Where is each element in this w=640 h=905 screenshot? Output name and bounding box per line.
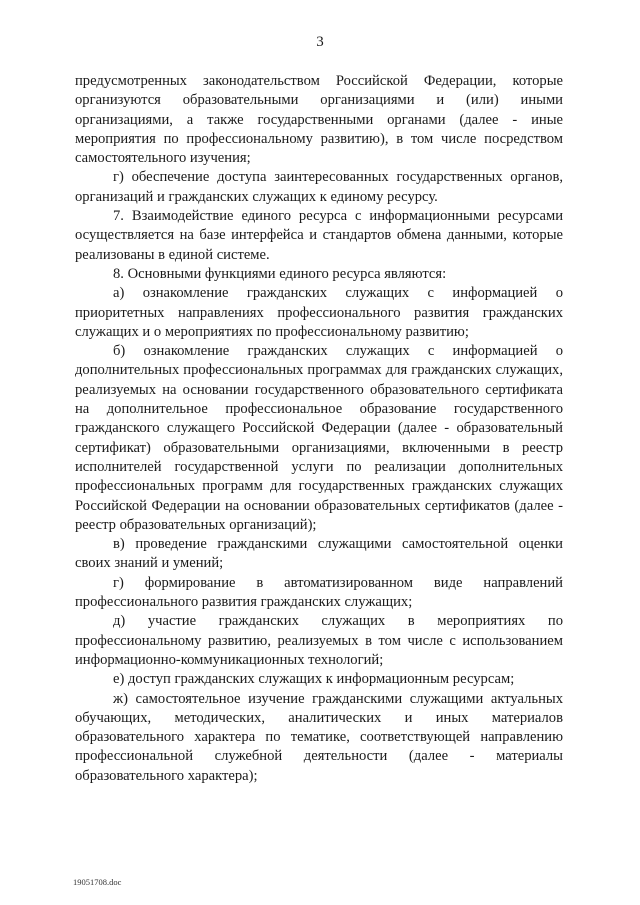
paragraph-item-g-access: г) обеспечение доступа заинтересованных государственных органов, организаций и гражданских служащих к единому ресурсу. — [75, 169, 563, 205]
paragraph-item-b: б) ознакомление гражданских служащих с информацией о дополнительных профессиональных программах для гражданских служащих, реализуемых на основании государственного образовательного сертификата на дополнительное профессиональное образование государственного гражданского служащего Российской Федерации (далее - образовательный сертификат) образовательными организациями, включенными в реестр исполнителей государственной услуги по реализации дополнительных профессиональных программ для государственных гражданских служащих Российской Федерации на основании образовательных сертификатов (далее - реестр образовательных организаций); — [75, 343, 563, 533]
paragraph-clause-8: 8. Основными функциями единого ресурса являются: — [113, 265, 447, 282]
paragraph-item-v: в) проведение гражданскими служащими самостоятельной оценки своих знаний и умений; — [75, 536, 563, 572]
document-body — [75, 72, 563, 786]
paragraph-item-zh: ж) самостоятельное изучение гражданскими служащими актуальных обучающих, методических, аналитических и иных материалов образовательного характера по тематике, соответствующей направлению профессиональной служебной деятельности (далее - материалы образовательного характера); — [75, 690, 563, 784]
document-filename: 19051708.doc — [73, 877, 122, 887]
page-number: 3 — [316, 34, 324, 50]
paragraph-item-d: д) участие гражданских служащих в мероприятиях по профессиональному развитию, реализуемых в том числе с использованием информационно-коммуникационных технологий; — [75, 613, 563, 668]
paragraph-item-e: е) доступ гражданских служащих к информационным ресурсам; — [113, 671, 515, 688]
paragraph-clause-7: 7. Взаимодействие единого ресурса с информационными ресурсами осуществляется на базе интерфейса и стандартов обмена данными, которые реализованы в единой системе. — [75, 208, 563, 263]
paragraph-item-g: г) формирование в автоматизированном виде направлений профессионального развития гражданских служащих; — [75, 574, 563, 611]
paragraph-item-a: а) ознакомление гражданских служащих с информацией о приоритетных направлениях профессионального развития гражданских служащих и о мероприятиях по профессиональному развитию; — [75, 285, 563, 340]
paragraph-continuation: предусмотренных законодательством Российской Федерации, которые организуются образовательными организациями и (или) иными организациями, а также государственными органами (далее - иные мероприятия по профессиональному развитию), в том числе посредством самостоятельного изучения; — [75, 73, 563, 167]
